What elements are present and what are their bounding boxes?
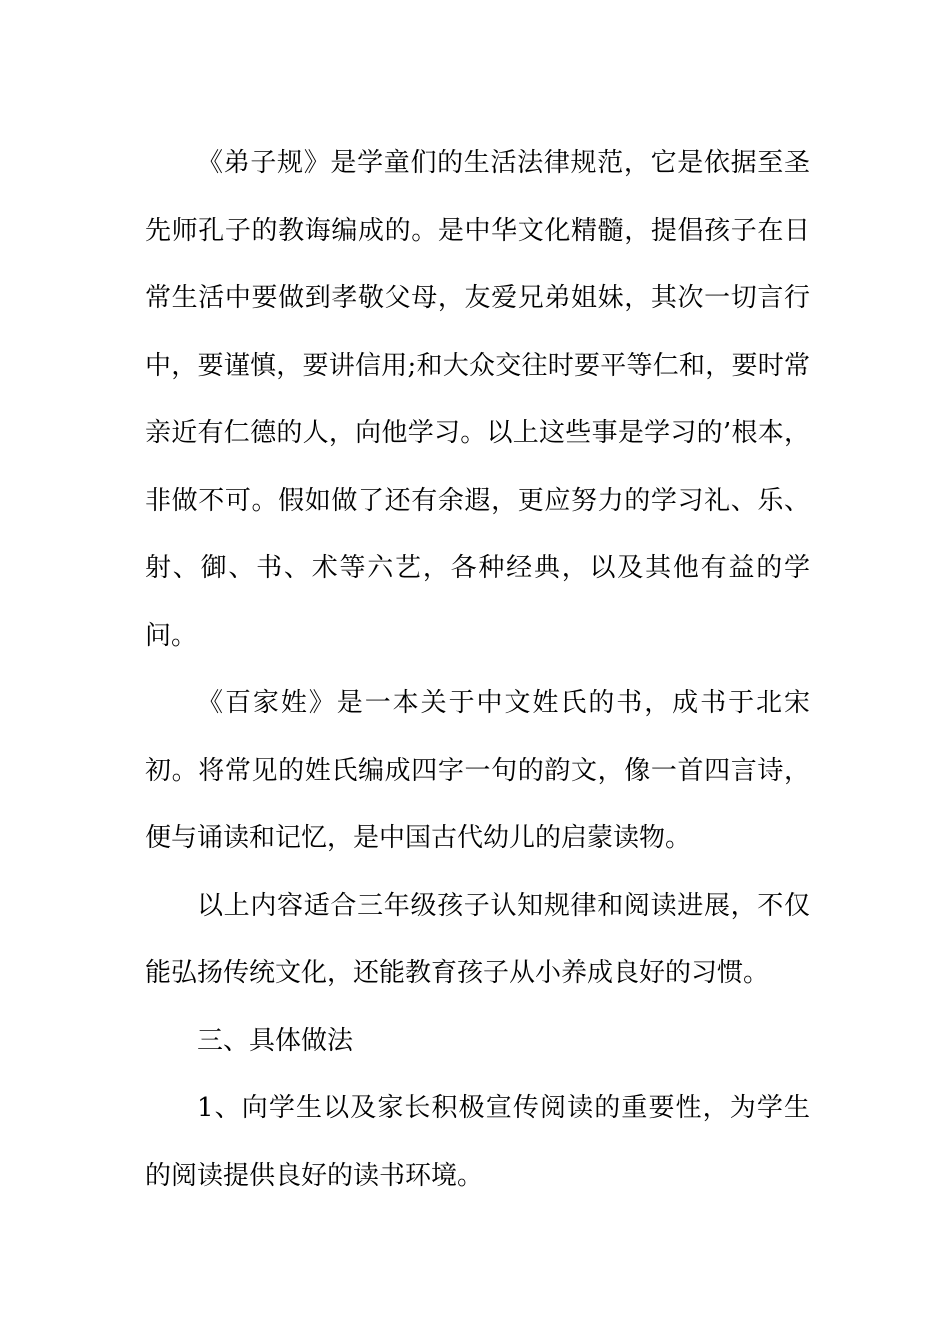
- paragraph-dizigui: 《弟子规》是学童们的生活法律规范，它是依据至圣先师孔子的教诲编成的。是中华文化精髓，提倡孩子在日常生活中要做到孝敬父母，友爱兄弟姐妹，其次一切言行中，要谨慎，要讲信用;和大众交往时要平等仁和，要时常亲近有仁德的人，向他学习。以上这些事是学习的’根本，非做不可。假如做了还有余遐，更应努力的学习礼、乐、射、御、书、术等六艺，各种经典，以及其他有益的学问。: [145, 148, 810, 651]
- paragraph-grade-three-suitability: 以上内容适合三年级孩子认知规律和阅读进展，不仅能弘扬传统文化，还能教育孩子从小养成良好的习惯。: [145, 890, 810, 988]
- section-heading-methods: 三、具体做法: [197, 1025, 354, 1056]
- document-body: [145, 130, 810, 1210]
- paragraph-baijiaxing: 《百家姓》是一本关于中文姓氏的书，成书于北宋初。将常见的姓氏编成四字一句的韵文，像一首四言诗，便与诵读和记忆，是中国古代幼儿的启蒙读物。: [145, 688, 810, 853]
- paragraph-method-one: 1、向学生以及家长积极宣传阅读的重要性，为学生的阅读提供良好的读书环境。: [145, 1093, 810, 1191]
